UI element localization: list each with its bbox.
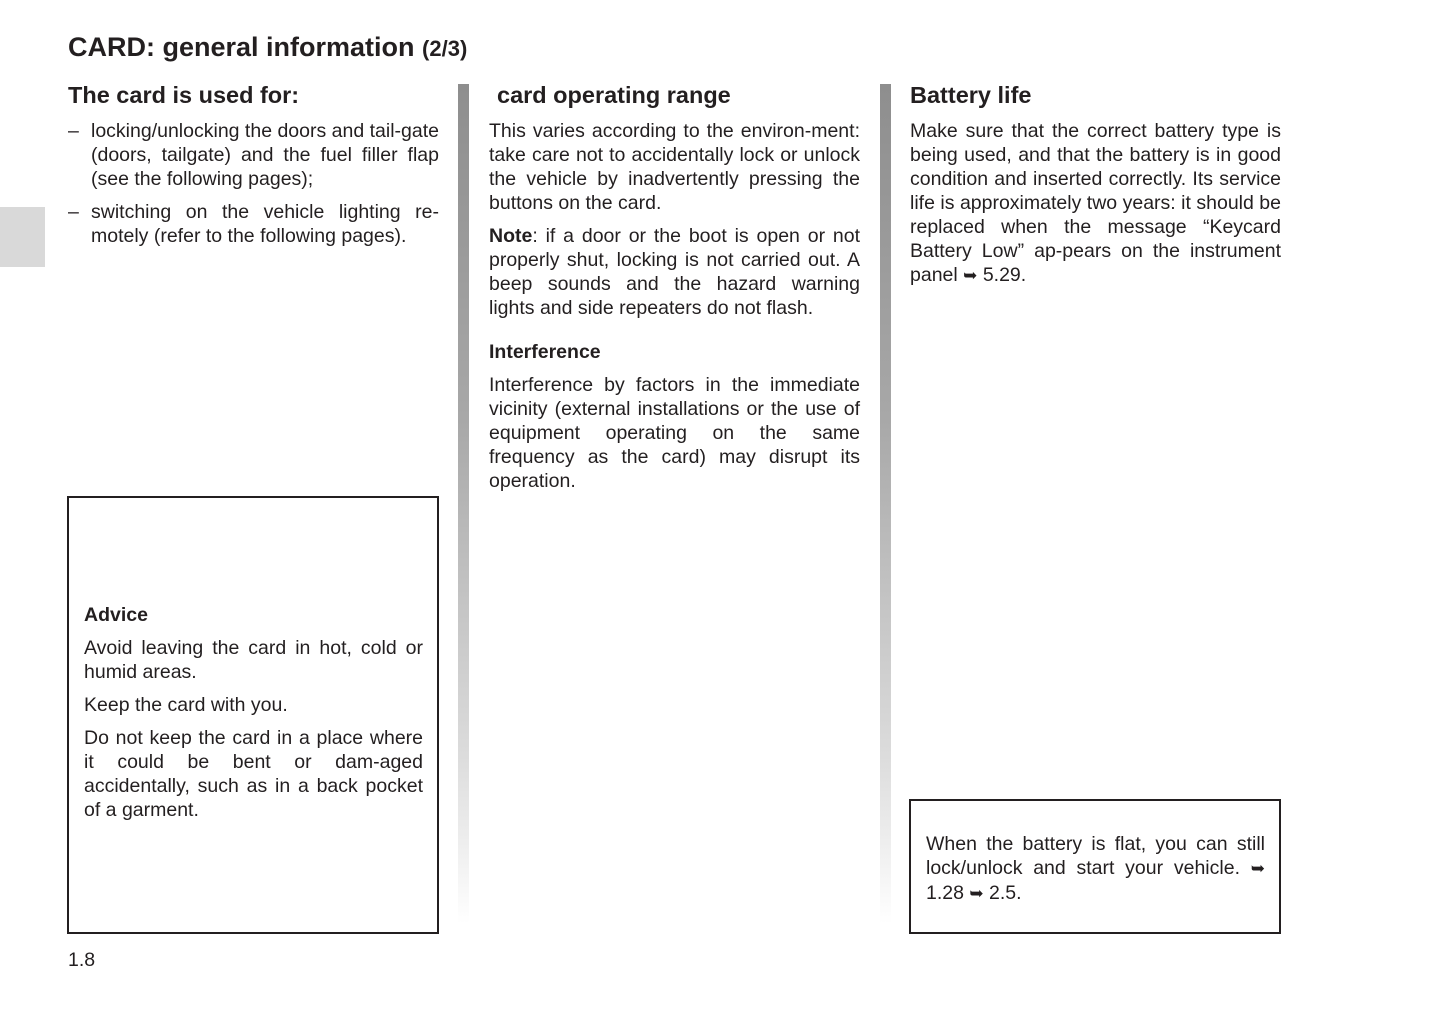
battery-life-paragraph bbox=[910, 119, 1281, 288]
reference-arrow-icon: ➥ bbox=[969, 884, 984, 903]
reference-arrow-icon: ➥ bbox=[963, 266, 978, 285]
advice-paragraph: Avoid leaving the card in hot, cold or humid areas. bbox=[84, 637, 423, 683]
battery-life-text: Make sure that the correct battery type is being used, and that the battery is in good condition and inserted correctly. Its service life is approximately two years: it should be replaced when the message “Keycard Battery Low” ap-pears on the instrument panel bbox=[910, 120, 1281, 286]
page-reference: 5.29. bbox=[982, 264, 1027, 286]
page-title-part: (2/3) bbox=[422, 36, 468, 61]
advice-box bbox=[67, 496, 439, 934]
column-battery-life bbox=[910, 80, 1281, 297]
advice-heading: Advice bbox=[84, 604, 148, 626]
page-reference: 1.28 bbox=[926, 882, 964, 904]
note-label: Note bbox=[489, 225, 533, 247]
card-uses-heading: The card is used for: bbox=[68, 82, 300, 108]
battery-flat-box bbox=[909, 799, 1281, 934]
battery-flat-text: When the battery is flat, you can still lock/unlock and start your vehicle. bbox=[926, 833, 1265, 879]
operating-range-paragraph: This varies according to the environ-ment: take care not to accidentally lock or unlock the vehicle by inadvertently pressing the buttons on the card. bbox=[489, 120, 860, 214]
card-uses-list bbox=[68, 119, 439, 248]
note-text: : if a door or the boot is open or not properly shut, locking is not carried out. A beep sounds and the hazard warning lights and side repeaters do not flash. bbox=[489, 225, 860, 319]
column-card-uses bbox=[68, 80, 439, 257]
interference-heading: Interference bbox=[489, 341, 601, 363]
list-item: – switching on the vehicle lighting re-motely (refer to the following pages). bbox=[68, 200, 439, 248]
page-title bbox=[68, 32, 467, 63]
column-operating-range bbox=[489, 80, 860, 502]
advice-paragraph: Keep the card with you. bbox=[84, 694, 288, 716]
page-number: 1.8 bbox=[68, 949, 96, 971]
list-item: – locking/unlocking the doors and tail-gate (doors, tailgate) and the fuel filler flap (see the following pages); bbox=[68, 119, 439, 191]
note-paragraph bbox=[489, 224, 860, 320]
page-reference: 2.5. bbox=[989, 882, 1022, 904]
battery-life-heading: Battery life bbox=[910, 82, 1032, 108]
battery-flat-paragraph bbox=[926, 832, 1265, 906]
column-divider bbox=[880, 84, 891, 924]
reference-arrow-icon: ➥ bbox=[1250, 859, 1265, 878]
column-divider bbox=[458, 84, 469, 924]
interference-paragraph: Interference by factors in the immediate vicinity (external installations or the use of equipment operating on the same frequency as the card) may disrupt its operation. bbox=[489, 374, 860, 492]
operating-range-heading: card operating range bbox=[497, 82, 731, 108]
section-tab-marker bbox=[0, 207, 45, 267]
advice-paragraph: Do not keep the card in a place where it could be bent or dam-aged accidentally, such as in a back pocket of a garment. bbox=[84, 727, 423, 821]
page-title-main: CARD: general information bbox=[68, 32, 415, 62]
